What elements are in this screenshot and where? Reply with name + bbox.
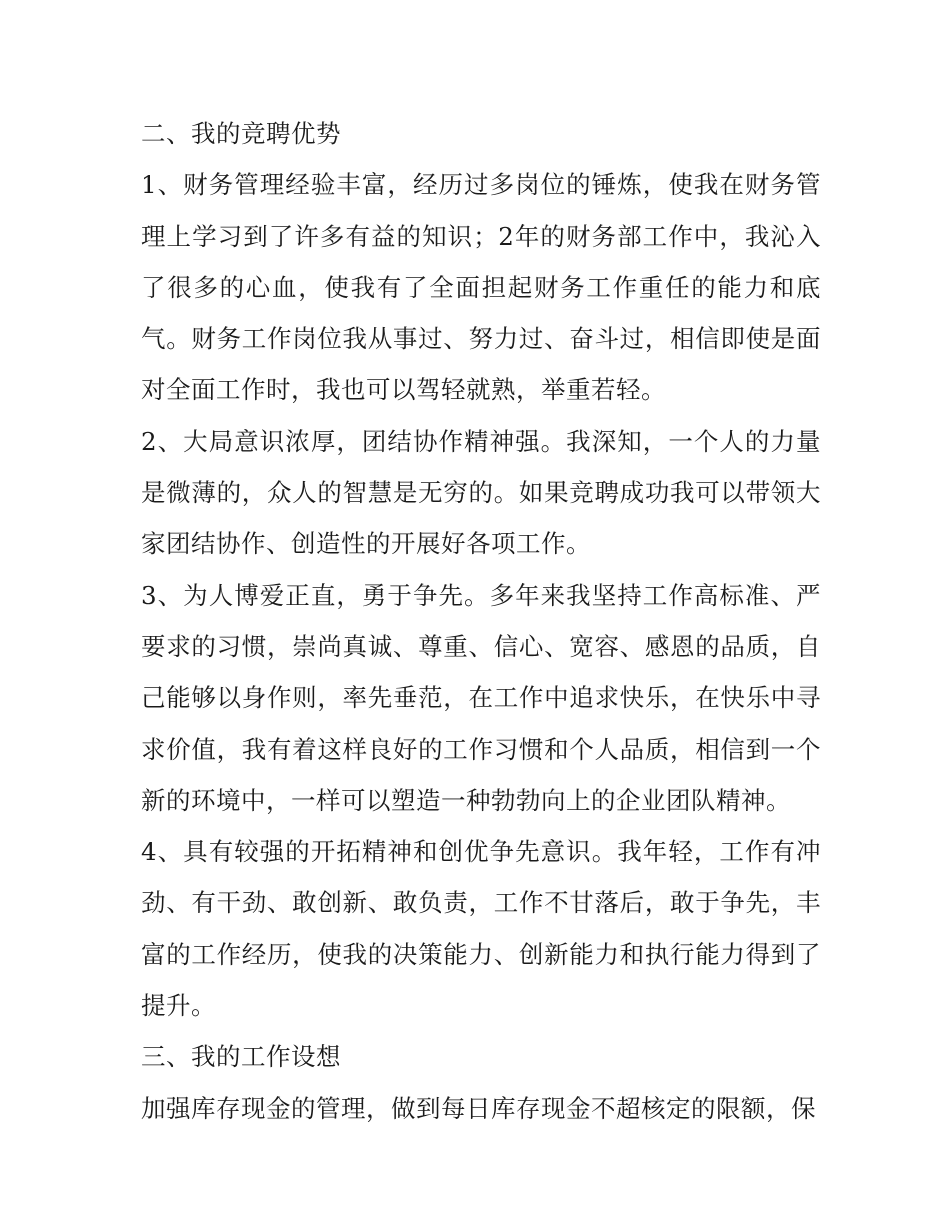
paragraph-work-plan: 加强库存现金的管理，做到每日库存现金不超核定的限额，保 <box>141 1093 816 1123</box>
section-heading-advantages: 二、我的竞聘优势 <box>141 119 341 148</box>
paragraph-advantage-1: 1、财务管理经验丰富，经历过多岗位的锤炼，使我在财务管理上学习到了许多有益的知识；2年的财务部工作中，我沁入了很多的心血，使我有了全面担起财务工作重任的能力和底气。财务工作岗位我从事过、努力过、奋斗过，相信即使是面对全面工作时，我也可以驾轻就熟，举重若轻。 <box>141 170 821 405</box>
paragraph-advantage-4: 4、具有较强的开拓精神和创优争先意识。我年轻，工作有冲劲、有干劲、敢创新、敢负责，工作不甘落后，敢于争先，丰富的工作经历，使我的决策能力、创新能力和执行能力得到了提升。 <box>141 837 821 1021</box>
paragraph-advantage-3: 3、为人博爱正直，勇于争先。多年来我坚持工作高标准、严要求的习惯，崇尚真诚、尊重、信心、宽容、感恩的品质，自己能够以身作则，率先垂范，在工作中追求快乐，在快乐中寻求价值，我有着这样良好的工作习惯和个人品质，相信到一个新的环境中，一样可以塑造一种勃勃向上的企业团队精神。 <box>141 580 821 815</box>
section-heading-work-plan: 三、我的工作设想 <box>141 1042 341 1072</box>
document-body <box>141 108 821 1134</box>
paragraph-advantage-2: 2、大局意识浓厚，团结协作精神强。我深知，一个人的力量是微薄的，众人的智慧是无穷的。如果竞聘成功我可以带领大家团结协作、创造性的开展好各项工作。 <box>141 426 821 559</box>
